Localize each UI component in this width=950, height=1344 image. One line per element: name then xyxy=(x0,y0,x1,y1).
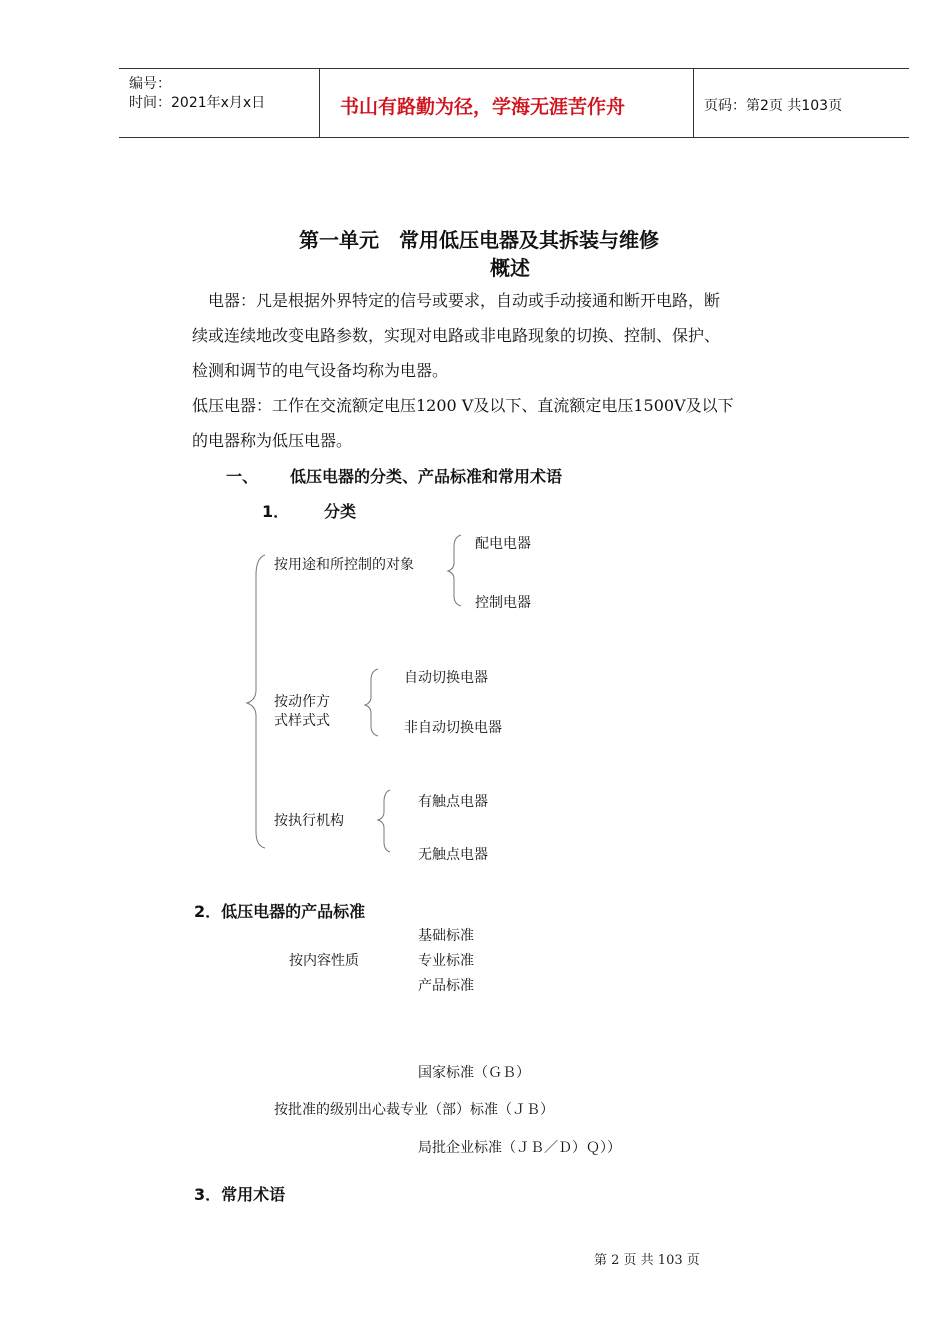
classification-item: 非自动切换电器 xyxy=(404,720,502,736)
standard-item: 产品标准 xyxy=(418,978,474,994)
classification-item: 控制电器 xyxy=(475,595,531,611)
page-footer: 第 2 页 共 103 页 xyxy=(594,1253,700,1268)
brace-icon xyxy=(378,790,390,852)
paragraph-line: 的电器称为低压电器。 xyxy=(192,431,353,450)
standard-item: 基础标准 xyxy=(418,928,474,944)
paragraph-line: 低压电器：工作在交流额定电压1200 V及以下、直流额定电压1500V及以下 xyxy=(192,396,734,415)
subsection-heading: 3．常用术语 xyxy=(194,1185,286,1204)
header-code-label: 编号： xyxy=(129,76,171,92)
standard-item: 国家标准（ＧＢ） xyxy=(418,1065,530,1081)
section-heading: 低压电器的分类、产品标准和常用术语 xyxy=(290,467,563,486)
big-brace-icon xyxy=(247,555,265,848)
classification-item: 配电电器 xyxy=(475,536,531,552)
header-page-info: 页码：第2页 共103页 xyxy=(704,98,843,114)
classification-item: 无触点电器 xyxy=(418,847,488,863)
paragraph-line: 检测和调节的电气设备均称为电器。 xyxy=(192,361,449,380)
page-subtitle: 概述 xyxy=(490,256,530,280)
standard-group-label: 按批准的级别出心裁专业（部）标准（ＪＢ） xyxy=(274,1102,554,1118)
page-title: 第一单元 常用低压电器及其拆装与维修 xyxy=(299,228,659,252)
brace-icon xyxy=(448,535,461,606)
header-time-label: 时间：2021年x月x日 xyxy=(129,95,266,111)
header-motto: 书山有路勤为径，学海无涯苦作舟 xyxy=(340,96,626,118)
classification-item: 有触点电器 xyxy=(418,794,488,810)
standard-item: 专业标准 xyxy=(418,953,474,969)
subsection-number: 1． xyxy=(262,502,290,521)
classification-group-label: 按用途和所控制的对象 xyxy=(274,557,414,573)
subsection-heading: 分类 xyxy=(324,502,357,521)
paragraph-line: 电器：凡是根据外界特定的信号或要求，自动或手动接通和断开电路，断 xyxy=(192,291,721,310)
paragraph-line: 续或连续地改变电路参数，实现对电路或非电路现象的切换、控制、保护、 xyxy=(192,326,721,345)
classification-group-label: 式样式式 xyxy=(274,713,330,729)
standard-item: 局批企业标准（ＪＢ／Ｄ）Ｑ）） xyxy=(418,1140,621,1156)
section-number: 一、 xyxy=(226,467,259,486)
classification-item: 自动切换电器 xyxy=(404,670,488,686)
classification-group-label: 按动作方 xyxy=(274,694,330,710)
standard-group-label: 按内容性质 xyxy=(289,953,359,969)
subsection-heading: 2．低压电器的产品标准 xyxy=(194,902,366,921)
classification-group-label: 按执行机构 xyxy=(274,813,344,829)
brace-icon xyxy=(365,669,378,736)
